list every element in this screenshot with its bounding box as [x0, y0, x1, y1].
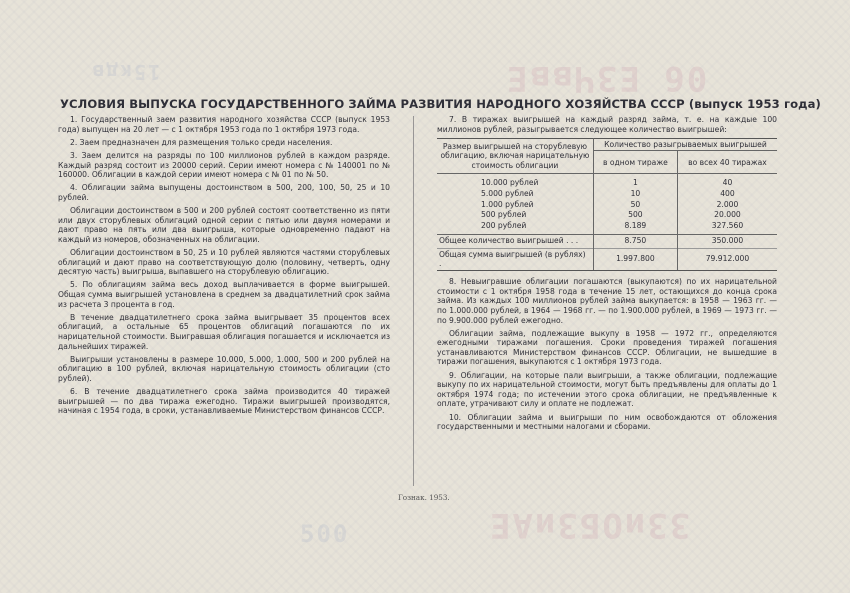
table-total-sum-row [437, 248, 777, 270]
left-column [58, 115, 390, 420]
total-sum-label: Общая сумма выигрышей (в рублях) . [437, 248, 593, 270]
printer-imprint: Гознак. 1953. [398, 493, 450, 502]
all-draws-cell: 327.560 [711, 220, 744, 230]
one-draw-cell: 10 [593, 189, 677, 200]
total-sum-one-draw: 1.997.800 [593, 248, 677, 270]
total-sum-all-draws: 79.912.000 [677, 248, 777, 270]
one-draw-cell: 8.189 [593, 221, 677, 235]
total-count-label: Общее количество выигрышей . . . [437, 235, 593, 249]
clause-4-denominations-50-25-10: Облигации достоинством в 50, 25 и 10 рублей являются частями сторублевых облигаций и дают право на соответствующую долю (половину, четверть, одну десятую часть) выигрыша, выпавшего на сторублевую облигацию. [58, 248, 390, 277]
clause-5-prize-amounts: Выигрыши установлены в размере 10.000, 5.000, 1.000, 500 и 200 рублей на облигацию в 100 рублей, включая нарицательную стоимость облигации (сто рублей). [58, 354, 390, 383]
clause-5-winning-share: В течение двадцатилетнего срока займа выигрывает 35 процентов всех облигаций, а остальные 65 процентов облигаций погашаются по их нарицательной стоимости. Выигравшая облигация погашается и исключается из дальнейших тиражей. [58, 312, 390, 351]
prize-size-cell: 500 рублей [437, 210, 593, 221]
one-draw-cell: 50 [593, 200, 677, 211]
all-draws-cell: 20.000 [714, 210, 741, 220]
table-row [437, 200, 777, 211]
table-row [437, 221, 777, 235]
all-draws-cell: 40 [722, 178, 733, 188]
table-row [437, 189, 777, 200]
clause-6: 6. В течение двадцатилетнего срока займа производится 40 тиражей выигрышей — по два тиража ежегодно. Тиражи выигрышей производятся, начиная с 1954 года, в сроки, устанавливаемые Министерством финансов СССР. [58, 387, 390, 416]
right-column [437, 115, 777, 435]
winnings-table [437, 138, 777, 271]
ghost-denomination: 500 [300, 520, 350, 548]
clause-8: 8. Невыигравшие облигации погашаются (выкупаются) по их нарицательной стоимости с 1 октября 1958 года в течение 15 лет, остающихся до конца срока займа. Из каждых 100 миллионов рублей займа выкупается: в 1958 — 1963 гг. — по 1.000.000 рублей, в 1964 — 1968 гг. — по 1.900.000 рублей, в 1969 — 1973 гг. — по 9.900.000 рублей ежегодно. [437, 277, 777, 325]
table-header-all-draws: во всех 40 тиражах [677, 151, 777, 174]
total-count-all-draws: 350.000 [677, 235, 777, 249]
one-draw-cell: 500 [593, 210, 677, 221]
all-draws-cell: 2.000 [716, 199, 739, 209]
clause-2: 2. Заем предназначен для размещения только среди населения. [70, 137, 333, 147]
table-row [437, 210, 777, 221]
clause-10: 10. Облигации займа и выигрыши по ним освобождаются от обложения государственными и местными налогами и сборами. [437, 412, 777, 432]
clause-4: 4. Облигации займа выпущены достоинством в 500, 200, 100, 50, 25 и 10 рублей. [58, 183, 390, 202]
table-header-prize-size: Размер выигрышей на сторублевую облигацию, включая нарицательную стоимость облигации [437, 138, 593, 174]
column-divider [413, 116, 415, 486]
total-count-one-draw: 8.750 [593, 235, 677, 249]
clause-5: 5. По облигациям займа весь доход выплачивается в форме выигрышей. Общая сумма выигрышей установлена в среднем за двадцатилетний срок займа из расчета 3 процента в год. [58, 280, 390, 309]
prize-size-cell: 200 рублей [437, 221, 593, 235]
table-header-count-group: Количество разыгрываемых выигрышей [593, 138, 777, 151]
clause-7: 7. В тиражах выигрышей на каждый разряд займа, т. е. на каждые 100 миллионов рублей, разыгрывается следующее количество выигрышей: [437, 115, 777, 134]
prize-size-cell: 5.000 рублей [437, 189, 593, 200]
table-total-count-row [437, 235, 777, 249]
prize-size-cell: 10.000 рублей [437, 174, 593, 189]
clause-4-denominations-500-200: Облигации достоинством в 500 и 200 рублей состоят соответственно из пяти или двух сторублевых облигаций одной серии с пятью или двумя номерами и дают право на пять или два выигрыша, которые одновременно падают на каждый из номеров, обозначенных на облигации. [58, 206, 390, 244]
one-draw-cell: 1 [593, 174, 677, 189]
ghost-serial-top-right: 06 ЕЗЧввЕ [505, 58, 708, 98]
clause-1: 1. Государственный заем развития народного хозяйства СССР (выпуск 1953 года) выпущен на 20 лет — с 1 октября 1953 года по 1 октября 1973 года. [58, 115, 390, 134]
ghost-serial-top-left: 15кдв [90, 60, 161, 84]
clause-3: 3. Заем делится на разряды по 100 миллионов рублей в каждом разряде. Каждый разряд состоит из 20000 серий. Серии имеют номера с № 140001 по № 160000. Облигации в каждой серии имеют номера с № 01 по № 50. [58, 150, 390, 180]
clause-8-redemption-draws: Облигации займа, подлежащие выкупу в 1958 — 1972 гг., определяются ежегодными тиражами погашения. Сроки проведения тиражей погашения устанавливаются Министерством финансов СССР. Облигации, не вышедшие в тиражи погашения, выкупаются с 1 октября 1973 года. [437, 328, 777, 367]
all-draws-cell: 400 [720, 188, 735, 198]
clause-9: 9. Облигации, на которые пали выигрыши, а также облигации, подлежащие выкупу по их нарицательной стоимости, могут быть предъявлены для оплаты до 1 октября 1974 года; по истечении этого срока облигации, не предъявленные к оплате, утрачивают силу и оплате не подлежат. [437, 370, 777, 409]
prize-size-cell: 1.000 рублей [437, 200, 593, 211]
table-row [437, 174, 777, 189]
document-title: УСЛОВИЯ ВЫПУСКА ГОСУДАРСТВЕННОГО ЗАЙМА РАЗВИТИЯ НАРОДНОГО ХОЗЯЙСТВА СССР (выпуск 1953 года) [60, 97, 821, 111]
ghost-serial-bottom: ЗЗиОБЗиАЕ [488, 505, 691, 545]
table-header-one-draw: в одном тираже [593, 151, 677, 174]
